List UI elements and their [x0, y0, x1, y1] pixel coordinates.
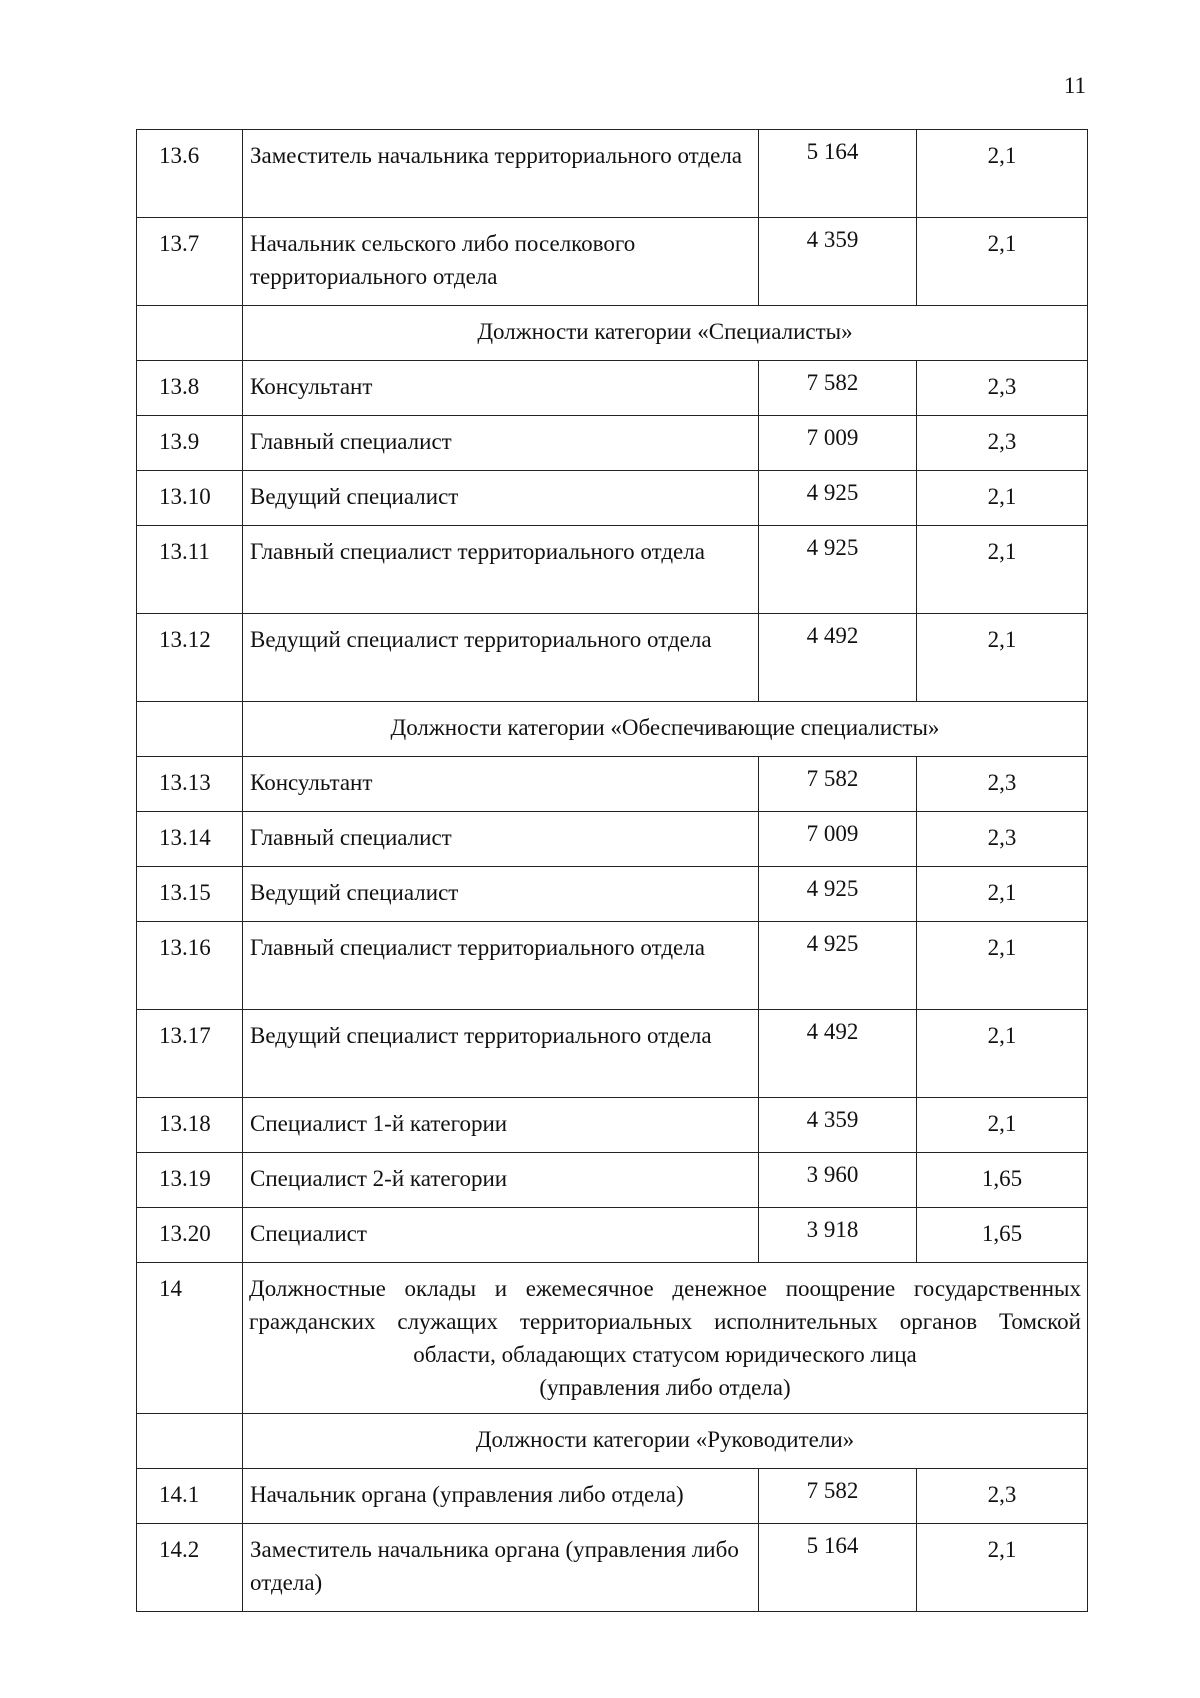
coefficient: 2,3 — [917, 416, 1088, 471]
category-empty-cell — [137, 702, 243, 757]
position-name: Главный специалист территориального отдела — [243, 922, 759, 1010]
category-row — [137, 306, 1088, 361]
position-name: Ведущий специалист — [243, 471, 759, 526]
salary-amount-value: 7 582 — [806, 1478, 859, 1503]
row-number: 13.6 — [137, 130, 243, 218]
category-row — [137, 1414, 1088, 1469]
position-name: Специалист 1-й категории — [243, 1098, 759, 1153]
row-number: 13.10 — [137, 471, 243, 526]
row-number: 13.17 — [137, 1010, 243, 1098]
page-number: 11 — [1063, 73, 1086, 98]
section-title — [243, 1263, 1088, 1414]
category-row — [137, 702, 1088, 757]
section-title-line: гражданских служащих территориальных исполнительных органов Томской — [249, 1309, 1081, 1334]
table-row — [137, 1524, 1088, 1612]
coefficient: 2,1 — [917, 922, 1088, 1010]
coefficient: 2,1 — [917, 614, 1088, 702]
salary-amount-value: 4 925 — [806, 876, 859, 901]
position-name: Ведущий специалист территориального отдела — [243, 614, 759, 702]
salary-amount — [759, 812, 917, 867]
row-number: 13.13 — [137, 757, 243, 812]
table-row — [137, 1010, 1088, 1098]
salary-amount-value: 4 925 — [806, 931, 859, 956]
table-row — [137, 1153, 1088, 1208]
coefficient: 2,1 — [917, 1524, 1088, 1612]
salary-amount — [759, 130, 917, 218]
position-name: Главный специалист территориального отдела — [243, 526, 759, 614]
table-row — [137, 1208, 1088, 1263]
salary-amount — [759, 471, 917, 526]
table-row — [137, 1098, 1088, 1153]
row-number: 13.14 — [137, 812, 243, 867]
row-number: 13.11 — [137, 526, 243, 614]
coefficient: 2,1 — [917, 867, 1088, 922]
coefficient: 2,3 — [917, 757, 1088, 812]
coefficient: 2,1 — [917, 1098, 1088, 1153]
row-number: 13.8 — [137, 361, 243, 416]
position-name: Консультант — [243, 757, 759, 812]
position-name: Заместитель начальника территориального отдела — [243, 130, 759, 218]
coefficient: 1,65 — [917, 1153, 1088, 1208]
position-name: Заместитель начальника органа (управления либо отдела) — [243, 1524, 759, 1612]
row-number: 14.2 — [137, 1524, 243, 1612]
salary-amount — [759, 922, 917, 1010]
section-title-line: Должностные оклады и ежемесячное денежное поощрение государственных — [249, 1276, 1081, 1301]
salary-amount-value: 7 009 — [806, 821, 859, 846]
salary-amount-value: 7 582 — [806, 370, 859, 395]
row-number: 13.9 — [137, 416, 243, 471]
salary-amount-value: 4 359 — [806, 1107, 859, 1132]
position-name: Главный специалист — [243, 812, 759, 867]
salary-amount — [759, 1153, 917, 1208]
position-name: Специалист — [243, 1208, 759, 1263]
salary-amount-value: 3 960 — [806, 1162, 859, 1187]
table-row — [137, 812, 1088, 867]
row-number: 13.20 — [137, 1208, 243, 1263]
position-name: Специалист 2-й категории — [243, 1153, 759, 1208]
coefficient: 2,1 — [917, 1010, 1088, 1098]
category-empty-cell — [137, 1414, 243, 1469]
row-number: 13.12 — [137, 614, 243, 702]
coefficient: 2,1 — [917, 471, 1088, 526]
position-name: Ведущий специалист территориального отдела — [243, 1010, 759, 1098]
salary-amount-value: 4 925 — [806, 535, 859, 560]
salary-amount-value: 4 359 — [806, 227, 859, 252]
salary-table-body — [137, 130, 1088, 1612]
coefficient: 2,1 — [917, 218, 1088, 306]
row-number: 13.7 — [137, 218, 243, 306]
coefficient: 1,65 — [917, 1208, 1088, 1263]
coefficient: 2,1 — [917, 526, 1088, 614]
table-row — [137, 130, 1088, 218]
salary-amount — [759, 757, 917, 812]
table-row — [137, 867, 1088, 922]
section-row — [137, 1263, 1088, 1414]
salary-amount — [759, 1524, 917, 1612]
position-name: Главный специалист — [243, 416, 759, 471]
salary-amount-value: 4 492 — [806, 623, 859, 648]
table-row — [137, 757, 1088, 812]
category-title: Должности категории «Руководители» — [243, 1414, 1088, 1469]
table-row — [137, 922, 1088, 1010]
table-row — [137, 361, 1088, 416]
section-title-line: области, обладающих статусом юридического лица — [413, 1342, 917, 1367]
salary-amount-value: 5 164 — [806, 1533, 859, 1558]
salary-amount-value: 7 009 — [806, 425, 859, 450]
category-title: Должности категории «Обеспечивающие специалисты» — [243, 702, 1088, 757]
coefficient: 2,1 — [917, 130, 1088, 218]
salary-amount — [759, 867, 917, 922]
row-number: 13.19 — [137, 1153, 243, 1208]
salary-amount — [759, 1208, 917, 1263]
section-number: 14 — [137, 1263, 243, 1414]
position-name: Начальник органа (управления либо отдела) — [243, 1469, 759, 1524]
salary-amount — [759, 526, 917, 614]
salary-amount-value: 5 164 — [806, 139, 859, 164]
salary-amount-value: 4 925 — [806, 480, 859, 505]
table-row — [137, 416, 1088, 471]
position-name: Начальник сельского либо поселкового территориального отдела — [243, 218, 759, 306]
position-name: Ведущий специалист — [243, 867, 759, 922]
section-title-line: (управления либо отдела) — [539, 1375, 791, 1400]
category-title: Должности категории «Специалисты» — [243, 306, 1088, 361]
row-number: 13.18 — [137, 1098, 243, 1153]
row-number: 13.15 — [137, 867, 243, 922]
salary-amount-value: 4 492 — [806, 1019, 859, 1044]
salary-amount — [759, 1010, 917, 1098]
salary-amount — [759, 1469, 917, 1524]
table-row — [137, 614, 1088, 702]
coefficient: 2,3 — [917, 1469, 1088, 1524]
row-number: 13.16 — [137, 922, 243, 1010]
coefficient: 2,3 — [917, 812, 1088, 867]
table-row — [137, 526, 1088, 614]
salary-amount — [759, 1098, 917, 1153]
table-row — [137, 471, 1088, 526]
row-number: 14.1 — [137, 1469, 243, 1524]
salary-amount-value: 7 582 — [806, 766, 859, 791]
salary-amount — [759, 218, 917, 306]
table-row — [137, 1469, 1088, 1524]
category-empty-cell — [137, 306, 243, 361]
salary-amount — [759, 361, 917, 416]
position-name: Консультант — [243, 361, 759, 416]
salary-amount-value: 3 918 — [806, 1217, 859, 1242]
table-row — [137, 218, 1088, 306]
salary-table — [136, 129, 1088, 1612]
salary-amount — [759, 614, 917, 702]
salary-amount — [759, 416, 917, 471]
coefficient: 2,3 — [917, 361, 1088, 416]
